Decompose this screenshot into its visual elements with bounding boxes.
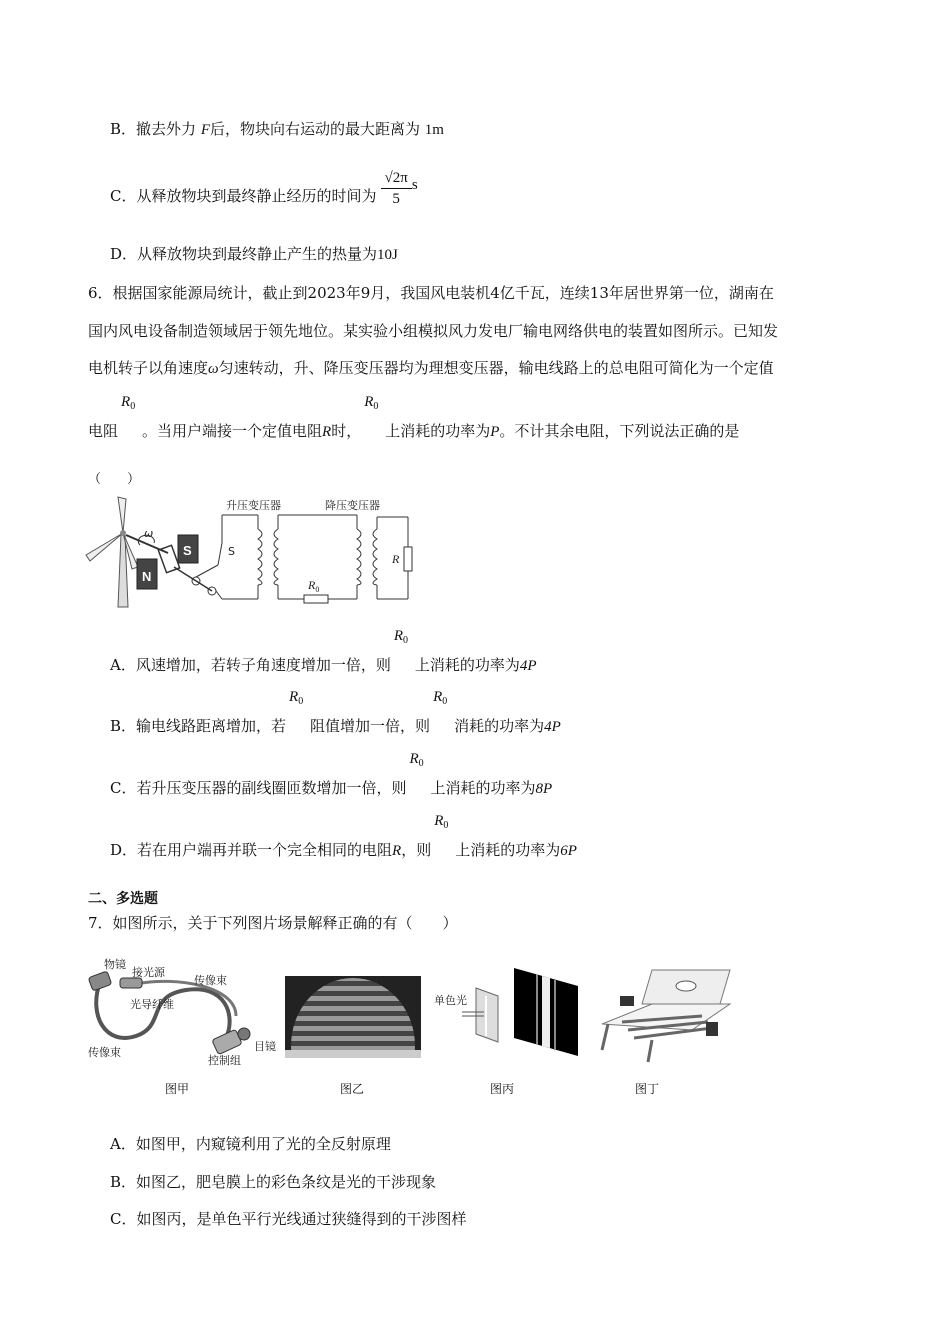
q6-stem-line1: 6．根据国家能源局统计，截止到2023年9月，我国风电装机4亿千瓦，连续13年居世界第一位，湖南在 xyxy=(88,284,774,302)
r0-symbol: $R_0$ xyxy=(433,689,448,707)
figure-bing-caption: 图丙 xyxy=(490,1082,515,1096)
step-down-secondary-coil xyxy=(373,529,377,585)
step-up-secondary-coil xyxy=(274,529,278,585)
q6-option-a[interactable]: A．风速增加，若转子角速度增加一倍，则 $R_0$ 上消耗的功率为4P xyxy=(110,628,537,674)
q6-option-c[interactable]: C．若升压变压器的副线圈匝数增加一倍，则 $R_0$ 上消耗的功率为8P xyxy=(110,751,553,797)
q5-option-c[interactable]: C．从释放物块到最终静止经历的时间为 $\frac{√2\pi}{5}$ s xyxy=(110,170,418,207)
svg-text:接光源: 接光源 xyxy=(132,966,165,979)
q6-stem-line2: 国内风电设备制造领域居于领先地位。某实验小组模拟风力发电厂输电网络供电的装置如图所示。已知发 xyxy=(88,322,779,340)
r0-symbol: $R_0$ xyxy=(409,751,424,769)
svg-text:N: N xyxy=(142,569,152,584)
svg-text:S: S xyxy=(183,543,192,558)
light-source-connector xyxy=(120,978,142,988)
svg-text:物镜: 物镜 xyxy=(104,958,126,971)
r0-symbol: $R_0$ xyxy=(434,813,449,831)
wind-power-circuit-figure xyxy=(82,495,422,613)
q5-option-b[interactable]: B．撤去外力 F后，物块向右运动的最大距离为 1m xyxy=(110,120,444,138)
central-bright-fringe xyxy=(542,976,550,1048)
q7-option-a[interactable]: A．如图甲，内窥镜利用了光的全反射原理 xyxy=(110,1135,391,1153)
svg-text:光导纤维: 光导纤维 xyxy=(130,998,174,1011)
svg-text:升压变压器: 升压变压器 xyxy=(226,499,281,512)
svg-text:R0: $R_0$ xyxy=(308,578,320,594)
figure-jia-caption: 图甲 xyxy=(165,1082,190,1096)
section-title: 二、多选题 xyxy=(88,891,158,907)
turbine-hub xyxy=(120,530,126,536)
figure-ding-caption: 图丁 xyxy=(635,1082,660,1096)
resistor-r0 xyxy=(304,595,328,603)
resistor-r xyxy=(404,547,412,571)
svg-text:目镜: 目镜 xyxy=(254,1040,276,1053)
q6-answer-paren: （ ） xyxy=(88,472,141,487)
time-fraction: $\frac{√2\pi}{5}$ xyxy=(381,170,412,208)
objective-lens xyxy=(88,971,112,991)
q6-stem-line4: 电阻 $R_0$ 。当用户端接一个定值电阻R时， $R_0$ 上消耗的功率为P。不计其余电阻，下列说法正确的是 xyxy=(88,394,740,440)
figure-jia-endoscope xyxy=(86,956,276,1066)
q7-option-b[interactable]: B．如图乙，肥皂膜上的彩色条纹是光的干涉现象 xyxy=(110,1173,437,1191)
turbine-blade xyxy=(118,497,126,533)
svg-text:控制组: 控制组 xyxy=(208,1054,241,1066)
r0-symbol: $R_0$ xyxy=(393,628,409,646)
svg-text:传像束: 传像束 xyxy=(194,974,227,987)
r0-symbol: $R_0$ xyxy=(121,394,136,412)
svg-text:S: S xyxy=(228,545,235,558)
q6-option-b[interactable]: B．输电线路距离增加，若 $R_0$ 阻值增加一倍，则 $R_0$ 消耗的功率为4P xyxy=(110,689,561,735)
step-down-primary-coil xyxy=(357,529,361,585)
eyepiece xyxy=(238,1028,250,1040)
svg-text:传像束: 传像束 xyxy=(88,1046,121,1059)
q7-stem: 7．如图所示，关于下列图片场景解释正确的有（ ） xyxy=(88,914,458,932)
q6-stem-line3: 电机转子以角速度ω匀速转动，升、降压变压器均为理想变压器，输电线路上的总电阻可简化为一个定值 xyxy=(88,359,774,377)
figure-yi-soap-film xyxy=(285,976,421,1058)
r0-symbol: $R_0$ xyxy=(364,394,379,412)
q7-option-c[interactable]: C．如图丙，是单色平行光线通过狭缝得到的干涉图样 xyxy=(110,1210,467,1228)
q5-option-d[interactable]: D．从释放物块到最终静止产生的热量为10J xyxy=(110,245,398,263)
svg-text:单色光: 单色光 xyxy=(434,994,467,1007)
light-source xyxy=(620,996,634,1006)
q6-option-d[interactable]: D．若在用户端再并联一个完全相同的电阻R，则 $R_0$ 上消耗的功率为6P xyxy=(110,813,577,859)
figure-bing-single-slit xyxy=(432,966,582,1058)
svg-text:ω: ω xyxy=(144,527,154,540)
figure-yi-caption: 图乙 xyxy=(340,1082,365,1096)
svg-text:R: R xyxy=(392,552,400,566)
r0-symbol: $R_0$ xyxy=(289,689,304,707)
step-up-primary-coil xyxy=(258,529,262,585)
svg-text:降压变压器: 降压变压器 xyxy=(325,499,380,512)
turbine-blade xyxy=(86,533,123,561)
detector xyxy=(706,1022,718,1036)
figure-ding-apparatus xyxy=(592,964,742,1064)
